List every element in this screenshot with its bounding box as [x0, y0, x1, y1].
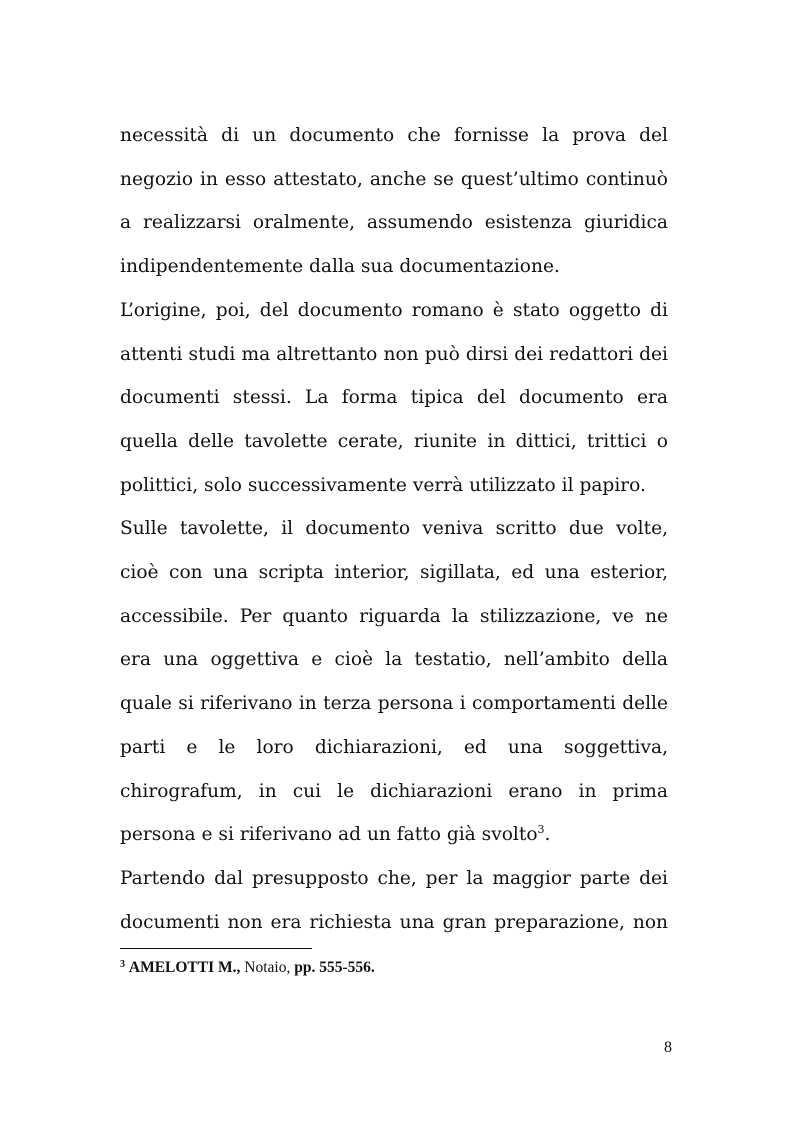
footnote-separator [120, 948, 312, 949]
paragraph: Partendo dal presupposto che, per la maggior parte dei documenti non era richiesta una gran preparazione, non [120, 867, 668, 933]
main-text [120, 114, 668, 944]
paragraph-text: Sulle tavolette, il documento veniva scritto due volte, cioè con una scripta interior, sigillata, ed una esterior, accessibile. Per quanto riguarda la stilizzazione, ve ne era una oggettiva e cioè la testatio, nell’ambito della quale si riferivano in terza persona i comportamenti delle parti e le loro dichiarazioni, ed una soggettiva, chirografum, in cui le dichiarazioni erano in prima persona e si riferivano ad un fatto già svolto [120, 518, 668, 846]
paragraph: L’origine, poi, del documento romano è stato oggetto di attenti studi ma altrettanto non può dirsi dei redattori dei documenti stessi. La forma tipica del documento era quella delle tavolette cerate, riunite in dittici, trittici o polittici, solo successivamente verrà utilizzato il papiro. [120, 299, 668, 496]
paragraph-with-footnote [120, 507, 668, 857]
footnote-reference[interactable]: 3 [537, 823, 545, 837]
footnote-number: 3 [120, 959, 125, 970]
paragraph: necessità di un documento che fornisse la prova del negozio in esso attestato, anche se quest’ultimo continuò a realizzarsi oralmente, assumendo esistenza giuridica indipendentemente dalla sua documentazione. [120, 125, 668, 278]
paragraph-end: . [544, 824, 551, 846]
footnote-author: AMELOTTI M., [128, 959, 241, 976]
footnote [120, 958, 375, 978]
footnote-pages: pp. 555-556. [294, 959, 375, 976]
footnote-work: Notaio, [244, 959, 291, 976]
page-number: 8 [664, 1039, 672, 1056]
